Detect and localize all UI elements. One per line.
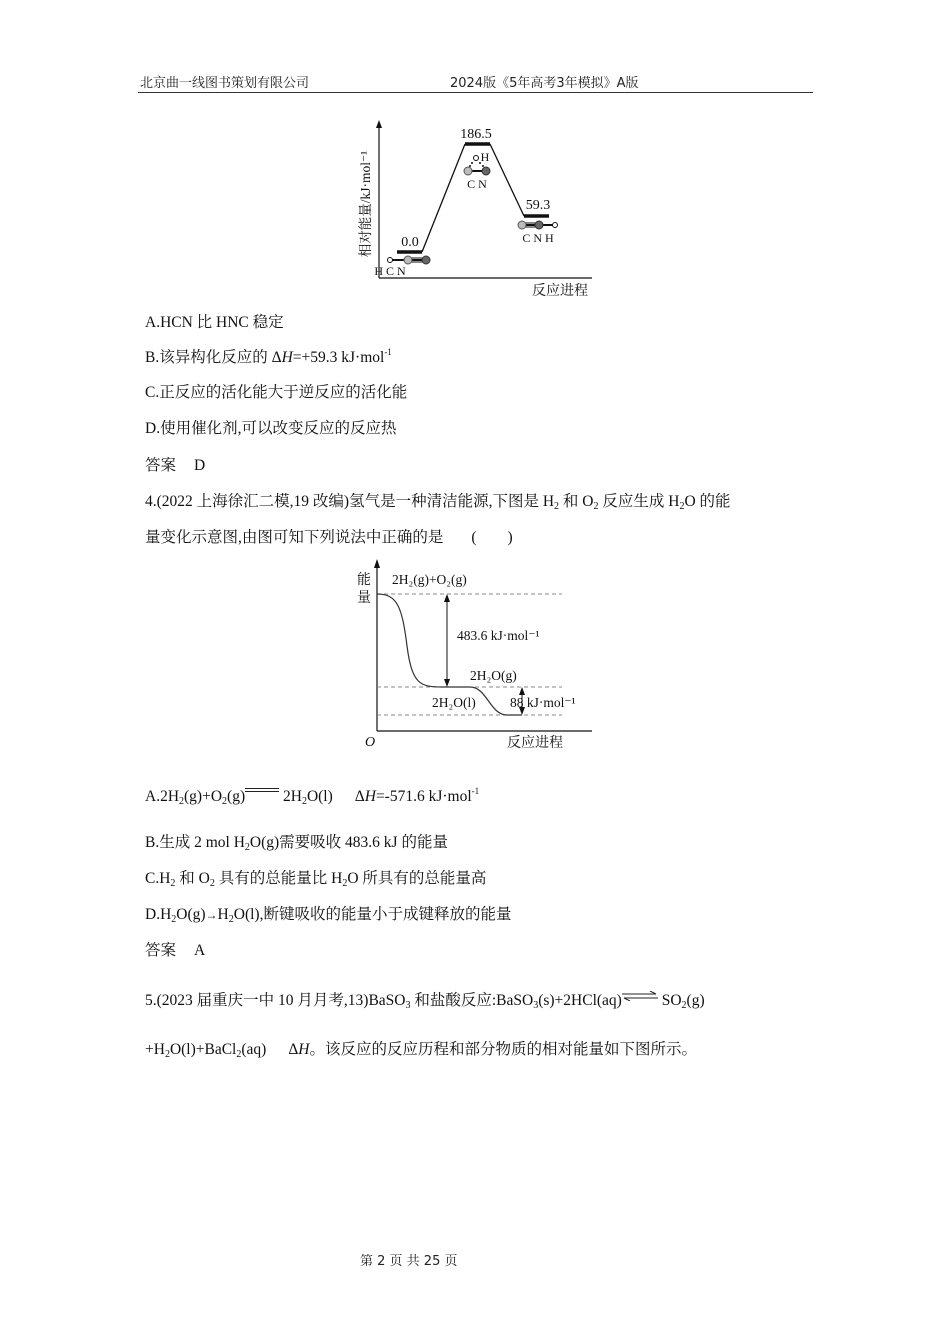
label-reactants: 2H₂(g)+O₂(g) bbox=[392, 572, 467, 587]
q4-answer: 答案 A bbox=[145, 942, 206, 959]
path-up bbox=[422, 144, 465, 252]
q3-option-a: A.HCN 比 HNC 稳定 bbox=[145, 314, 284, 331]
header-rule bbox=[138, 92, 813, 93]
y-axis-arrow bbox=[374, 559, 380, 568]
origin-label: O bbox=[364, 735, 376, 750]
species-hnc: C N H bbox=[522, 231, 554, 245]
q5-stem-line1: 5.(2023 届重庆一中 10 月月考,13)BaSO$_3$ 和盐酸反应:BaSO$_3$(s)+2HCl(aq) $SO_2(g)$ bbox=[145, 992, 705, 1011]
q4-option-c: $C.H_2$ 和 $O_2$ 具有的总能量比 $H_2O$ 所具有的总能量高 bbox=[145, 870, 487, 889]
q3-answer: 答案 D bbox=[145, 457, 206, 474]
figure-h2-o2-energy bbox=[352, 556, 602, 756]
q4-stem-line2: 量变化示意图,由图可知下列说法中正确的是 ( ) bbox=[145, 529, 513, 546]
page-footer: 第 2 页 共 25 页 bbox=[360, 1254, 458, 1269]
y-label-bottom: 量 bbox=[357, 591, 371, 606]
path-down bbox=[490, 144, 524, 216]
molecule-hnc-icon bbox=[518, 221, 558, 229]
species-ts-h: H bbox=[480, 150, 490, 164]
label-delta-small: 88 kJ·mol⁻¹ bbox=[510, 695, 576, 710]
header-publisher: 北京曲一线图书策划有限公司 bbox=[140, 76, 310, 91]
molecule-hcn-icon bbox=[388, 256, 431, 264]
q5-stem-line2: $+H_2O(l)+BaCl_2(aq)$ ΔH。该反应的反应历程和部分物质的相对能量如下图所示。 bbox=[145, 1041, 698, 1060]
q3-option-d: D.使用催化剂,可以改变反应的反应热 bbox=[145, 420, 397, 437]
q4-option-a: $A.2H_2(g)+O_2(g)$ $2H_2O(l)$ ΔH=-571.6 kJ·mol$^{-1}$ bbox=[145, 786, 480, 807]
value-hnc: 59.3 bbox=[525, 198, 551, 213]
y-axis-label: 相对能量/kJ·mol⁻¹ bbox=[358, 150, 373, 258]
species-hcn: H C N bbox=[374, 264, 406, 278]
label-liquid: 2H₂O(l) bbox=[432, 695, 476, 710]
header-book-title: 2024版《5年高考3年模拟》A版 bbox=[450, 76, 639, 91]
y-label-top: 能 bbox=[357, 573, 371, 588]
q3-option-b: B.该异构化反应的 ΔH=+59.3 kJ·mol$^{-1}$ bbox=[145, 347, 392, 366]
q4-stem-line1: 4.(2022 上海徐汇二模,19 改编)氢气是一种清洁能源,下图是 $H_2$ 和 $O_2$ 反应生成 $H_2O$ 的能 bbox=[145, 493, 731, 512]
q4-option-d: $D.H_2O(g)\to H_2O(l)$,断键吸收的能量小于成键释放的能量 bbox=[145, 906, 512, 925]
species-ts: C N bbox=[467, 177, 487, 191]
q4-option-b: B.生成 2 mol $H_2O(g)$需要吸收 483.6 kJ 的能量 bbox=[145, 834, 448, 853]
x-axis-label: 反应进程 bbox=[532, 284, 588, 299]
q3-option-c: C.正反应的活化能大于逆反应的活化能 bbox=[145, 384, 408, 401]
x-axis-label: 反应进程 bbox=[507, 736, 563, 751]
y-axis-arrow bbox=[376, 120, 382, 128]
label-delta-big: 483.6 kJ·mol⁻¹ bbox=[457, 628, 540, 643]
reversible-arrow-icon bbox=[622, 991, 658, 1001]
value-ts: 186.5 bbox=[460, 127, 492, 142]
equals-arrow-icon bbox=[245, 788, 279, 798]
value-hcn: 0.0 bbox=[401, 235, 419, 250]
label-vapor: 2H₂O(g) bbox=[470, 668, 517, 683]
figure-isomerization-energy bbox=[352, 118, 602, 303]
